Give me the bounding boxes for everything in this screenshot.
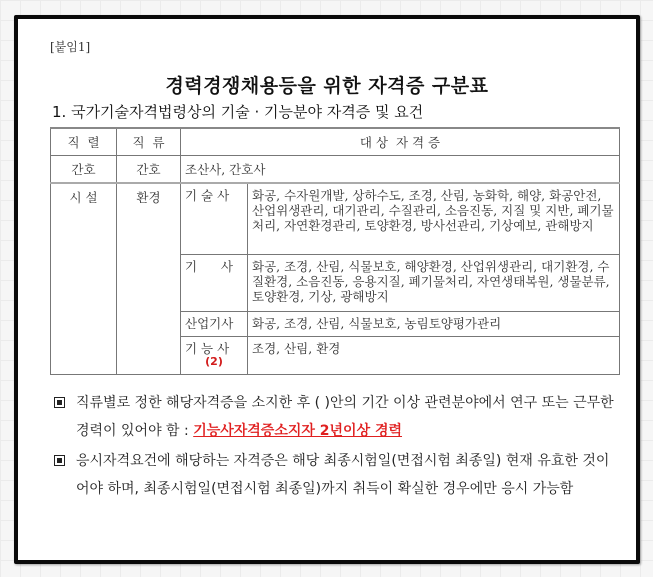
cell-level: 기 술 사 (181, 183, 248, 255)
note-text: 직류별로 정한 해당자격증을 소지한 후 ( )안의 기간 이상 관련분야에서 연구 또는 근무한 경력이 있어야 함 : (76, 395, 614, 439)
section-heading: 1. 국가기술자격법령상의 기술 · 기능분야 자격증 및 요건 (52, 103, 424, 121)
cell-series: 시 설 (51, 183, 117, 375)
cell-certificates: 화공, 조경, 산림, 식물보호, 해양환경, 산업위생관리, 대기환경, 수질환경, 소음진동, 응용지질, 폐기물처리, 자연생태복원, 생물분류, 토양환경, 기상, 광해방지 (248, 255, 620, 312)
table-header-row (51, 128, 620, 156)
highlight-requirement: 기능사자격증소지자 2년이상 경력 (193, 423, 403, 439)
header-series: 직 렬 (51, 128, 117, 156)
cell-kind: 환경 (117, 183, 181, 375)
header-target-certificates: 대 상 자 격 증 (181, 128, 620, 156)
document-frame (14, 15, 640, 564)
cell-certificates: 조산사, 간호사 (181, 156, 620, 184)
square-bullet-icon (54, 455, 65, 466)
cell-certificates: 화공, 수자원개발, 상하수도, 조경, 산림, 농화학, 해양, 화공안전, 산업위생관리, 대기관리, 수질관리, 소음진동, 지질 및 지반, 폐기물처리, 자연환경관리, 토양환경, 방사선관리, 기상예보, 관해방지 (248, 183, 620, 255)
notes-section (52, 389, 622, 505)
cell-level: 기 사 (181, 255, 248, 312)
cell-series: 간호 (51, 156, 117, 184)
qualification-table (50, 127, 620, 375)
attachment-label: [붙임1] (50, 40, 91, 54)
cell-level (181, 337, 248, 375)
note-item (52, 447, 622, 503)
table-row-facility-engineer (51, 183, 620, 255)
square-bullet-icon (54, 397, 65, 408)
cell-certificates: 조경, 산림, 환경 (248, 337, 620, 375)
cell-kind: 간호 (117, 156, 181, 184)
level-label: 기 능 사 (185, 341, 230, 356)
note-text: 응시자격요건에 해당하는 자격증은 해당 최종시험일(면접시험 최종일) 현재 유효한 것이어야 하며, 최종시험일(면접시험 최종일)까지 취득이 확실한 경우에만 응시 가능함 (76, 453, 610, 497)
cell-level: 산업기사 (181, 312, 248, 337)
annotation-note: (2) (205, 355, 223, 368)
document-title: 경력경쟁채용등을 위한 자격증 구분표 (165, 75, 489, 97)
cell-certificates: 화공, 조경, 산림, 식물보호, 농림토양평가관리 (248, 312, 620, 337)
table-row-nursing (51, 156, 620, 184)
note-item (52, 389, 622, 445)
header-kind: 직 류 (117, 128, 181, 156)
